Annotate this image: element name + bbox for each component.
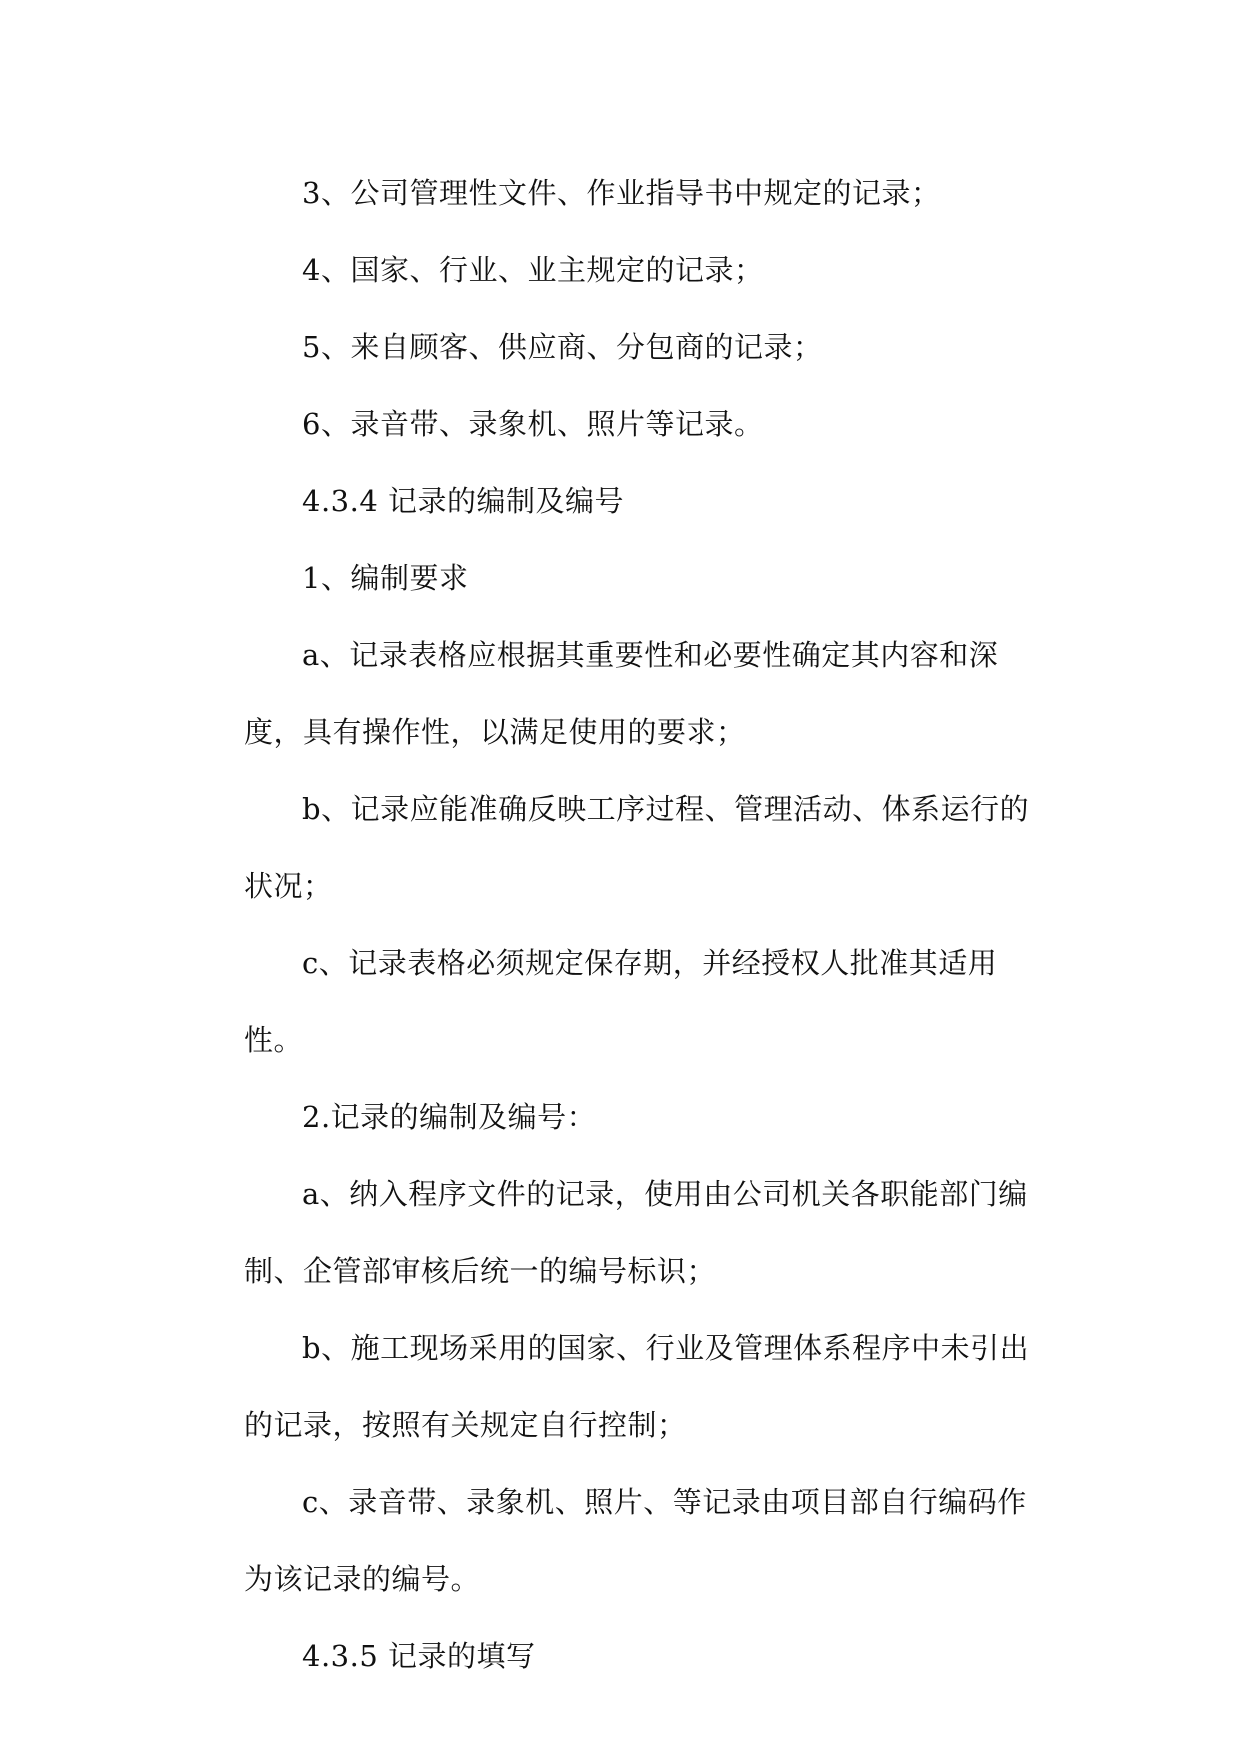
numbering-b: b、施工现场采用的国家、行业及管理体系程序中未引出的记录，按照有关规定自行控制；	[244, 1331, 1030, 1442]
list-item-5: 5、来自顾客、供应商、分包商的记录；	[302, 330, 823, 364]
requirement-c: c、记录表格必须规定保存期，并经授权人批准其适用性。	[244, 946, 998, 1057]
list-item-3: 3、公司管理性文件、作业指导书中规定的记录；	[302, 176, 941, 210]
list-item-6: 6、录音带、录象机、照片等记录。	[302, 407, 764, 441]
subheading-compile-requirements: 1、编制要求	[302, 561, 469, 595]
subheading-compile-numbering: 2.记录的编制及编号：	[302, 1100, 597, 1134]
numbering-a: a、纳入程序文件的记录，使用由公司机关各职能部门编制、企管部审核后统一的编号标识；	[244, 1177, 1028, 1288]
section-heading-4-3-5: 4.3.5 记录的填写	[302, 1639, 536, 1673]
requirement-b: b、记录应能准确反映工序过程、管理活动、体系运行的状况；	[244, 792, 1030, 903]
numbering-c: c、录音带、录象机、照片、等记录由项目部自行编码作为该记录的编号。	[244, 1485, 1027, 1596]
section-heading-4-3-4: 4.3.4 记录的编制及编号	[302, 484, 625, 518]
list-item-4: 4、国家、行业、业主规定的记录；	[302, 253, 764, 287]
document-body	[244, 155, 1054, 1695]
requirement-a: a、记录表格应根据其重要性和必要性确定其内容和深度，具有操作性，以满足使用的要求；	[244, 638, 999, 749]
